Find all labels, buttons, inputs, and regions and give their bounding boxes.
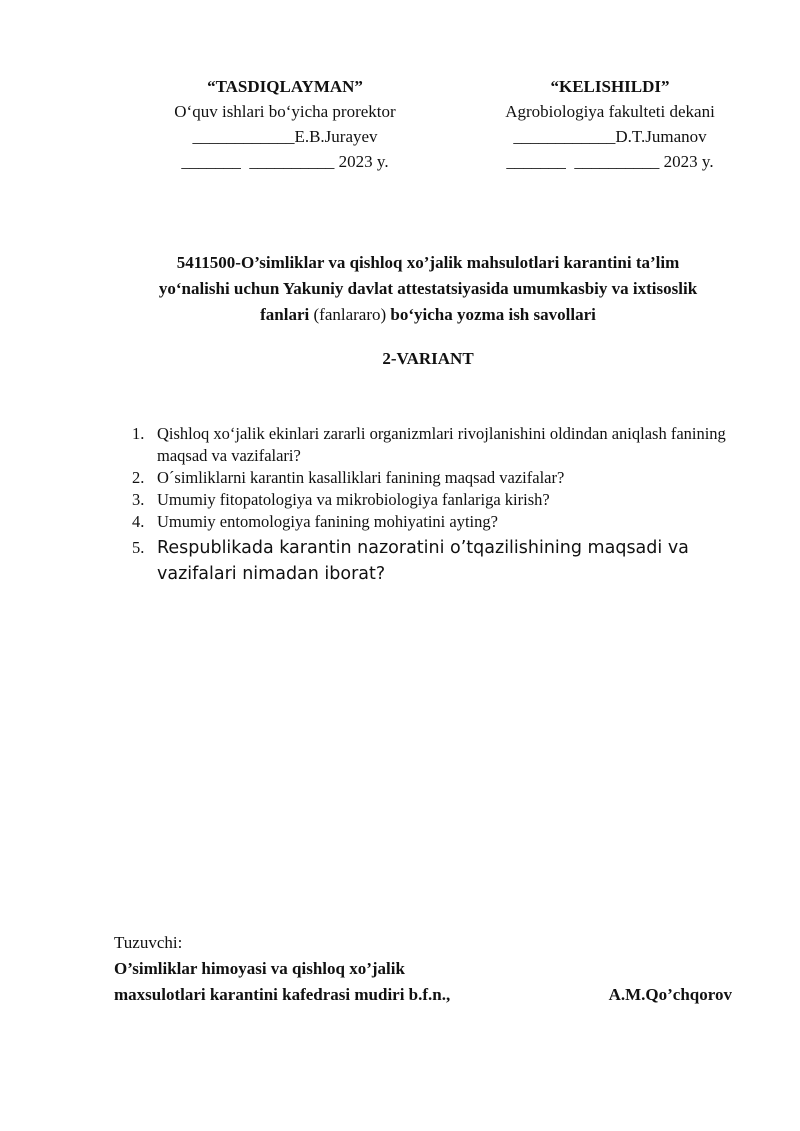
title-line-3-part-3: bo‘yicha yozma ish savollari xyxy=(390,305,596,324)
question-item xyxy=(122,423,762,467)
approval-block-right xyxy=(482,74,738,174)
approval-position: O‘quv ishlari bo‘yicha prorektor xyxy=(174,102,396,121)
document-title xyxy=(110,250,746,328)
variant-label: 2-VARIANT xyxy=(382,349,474,368)
question-text: Qishloq xo‘jalik ekinlari zararli organizmlari rivojlanishini oldindan aniqlash fanining maqsad va vazifalari? xyxy=(157,424,726,465)
question-text: Umumiy fitopatologiya va mikrobiologiya fanlariga kirish? xyxy=(157,490,550,509)
question-item xyxy=(122,467,762,489)
question-list xyxy=(122,423,762,587)
agreement-position: Agrobiologiya fakulteti dekani xyxy=(505,102,715,121)
question-item xyxy=(122,511,762,533)
question-item xyxy=(122,535,762,587)
approval-block-left xyxy=(150,74,420,174)
approval-signature: ____________E.B.Jurayev xyxy=(192,127,378,146)
approval-date: _______ __________ 2023 y. xyxy=(181,152,389,171)
compiler-department-line-1: O’simliklar himoyasi va qishloq xo’jalik xyxy=(114,959,405,978)
compiler-label: Tuzuvchi: xyxy=(114,933,183,952)
agreement-heading: “KELISHILDI” xyxy=(550,77,670,96)
title-line-3 xyxy=(110,302,746,328)
question-item xyxy=(122,489,762,511)
question-number: 3. xyxy=(132,490,145,509)
question-text: O´simliklarni karantin kasalliklari fanining maqsad vazifalar? xyxy=(157,468,565,487)
question-number: 4. xyxy=(132,512,145,531)
title-line-3-part-2: (fanlararo) xyxy=(313,305,387,324)
compiler-name: A.M.Qo’chqorov xyxy=(608,985,732,1004)
title-line-3-part-1: fanlari xyxy=(260,305,310,324)
question-text: Umumiy entomologiya fanining mohiyatini ayting? xyxy=(157,512,498,531)
question-number: 2. xyxy=(132,468,145,487)
compiler-row xyxy=(114,982,732,1008)
title-line-1: 5411500-O’simliklar va qishloq xo’jalik mahsulotlari karantini ta’lim xyxy=(176,253,680,272)
agreement-signature: ____________D.T.Jumanov xyxy=(513,127,707,146)
question-number: 1. xyxy=(132,424,145,443)
compiler-block xyxy=(114,930,732,1008)
compiler-department-line-2: maxsulotlari karantini kafedrasi mudiri b.f.n., xyxy=(114,985,451,1004)
approval-heading: “TASDIQLAYMAN” xyxy=(207,77,363,96)
question-text: Respublikada karantin nazoratini o’tqazilishining maqsadi va vazifalari nimadan iborat? xyxy=(157,538,689,584)
agreement-date: _______ __________ 2023 y. xyxy=(506,152,714,171)
title-line-2: yo‘nalishi uchun Yakuniy davlat attestatsiyasida umumkasbiy va ixtisoslik xyxy=(158,279,698,298)
question-number: 5. xyxy=(132,538,145,557)
